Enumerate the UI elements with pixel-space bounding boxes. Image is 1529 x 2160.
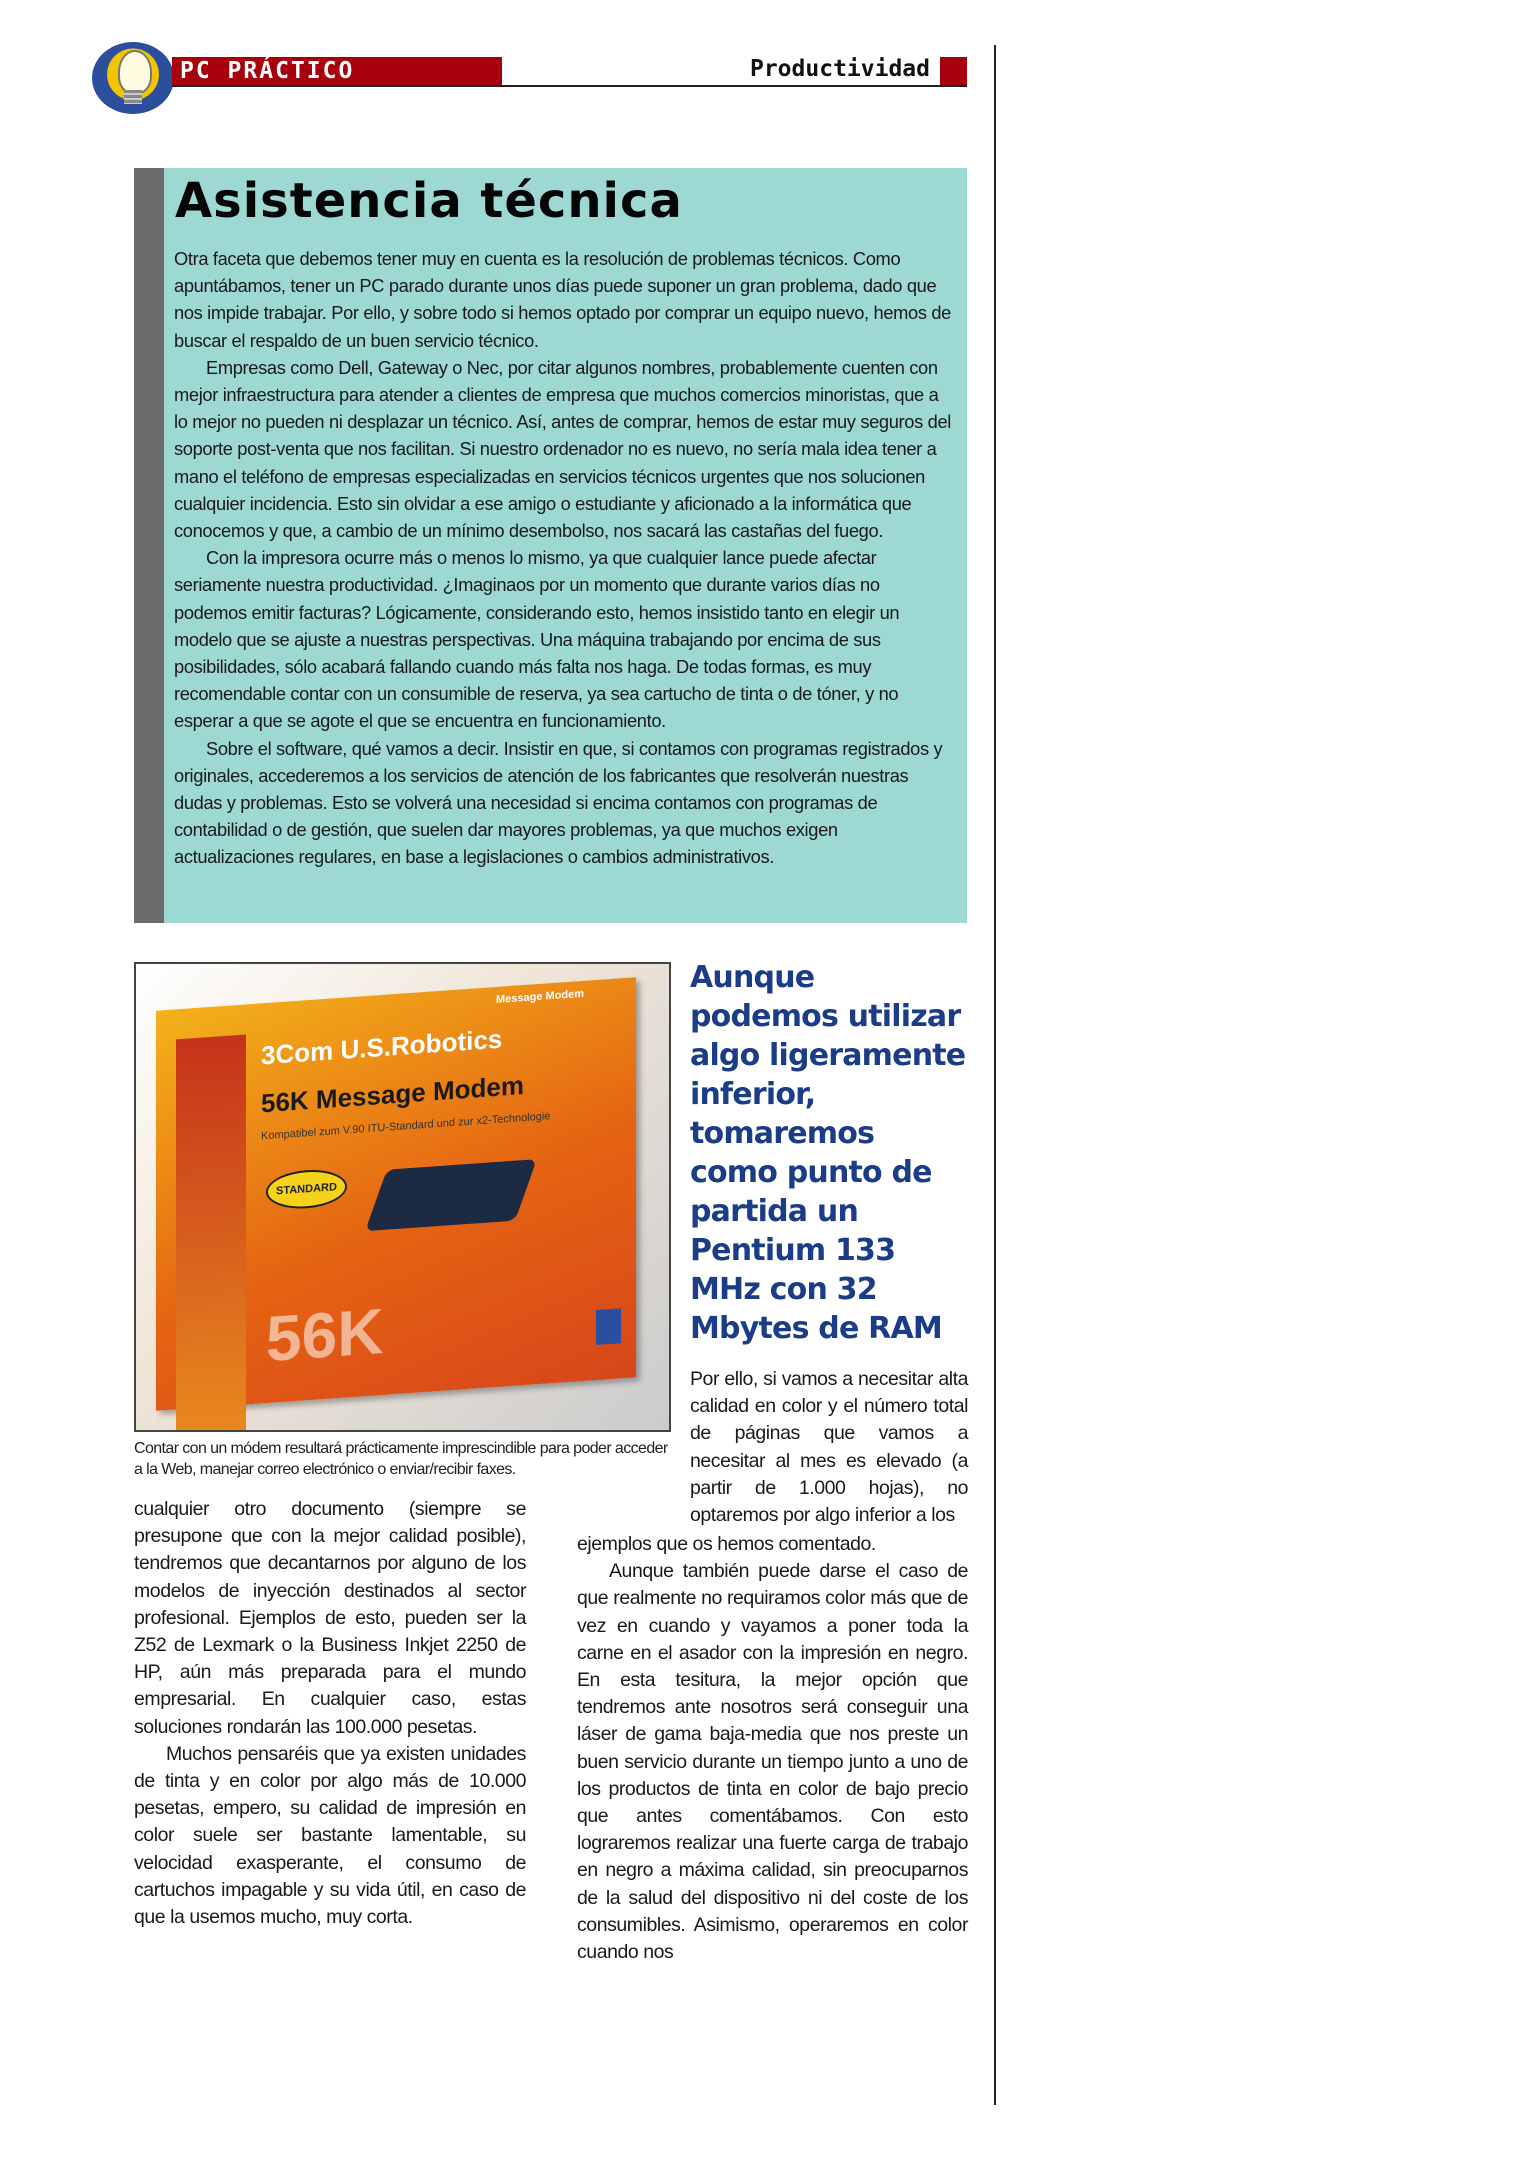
paragraph: Empresas como Dell, Gateway o Nec, por citar algunos nombres, probablemente cuenten con mejor infraestructura para atender a clientes de empresa que muchos comercios minoristas, que a lo mejor no pueden ni desplazar un técnico. Así, antes de comprar, hemos de estar muy seguros del soporte post-venta que nos facilitan. Si nuestro ordenador no es nuevo, no sería mala idea tener a mano el teléfono de empresas especializadas en servicios técnicos urgentes que nos solucionen cualquier incidencia. Esto sin olvidar a ese amigo o estudiante y aficionado a la informática que conocemos y que, a cambio de un mínimo desembolso, nos sacará las castañas del fuego. — [174, 356, 951, 542]
lightbulb-icon — [118, 50, 152, 94]
modem-device — [365, 1159, 537, 1231]
left-column — [134, 1496, 526, 1931]
paragraph: Muchos pensaréis que ya existen unidades de tinta y en color por algo más de 10.000 pesetas, empero, su calidad de impresión en color suele ser bastante lamentable, su velocidad exasperante, el consumo de cartuchos impagable y su vida útil, en caso de que la usemos mucho, muy corta. — [134, 1742, 526, 1929]
category-title: Productividad — [749, 56, 930, 82]
lightbulb-base-icon — [124, 90, 142, 104]
paragraph: Otra faceta que debemos tener muy en cuenta es la resolución de problemas técnicos. Como apuntábamos, tener un PC parado durante unos días puede suponer un gran problema, dado que nos impide trabajar. Por ello, y sobre todo si hemos optado por comprar un equipo nuevo, hemos de buscar el respaldo de un buen servicio técnico. — [174, 248, 951, 351]
category-marker — [940, 57, 967, 85]
photo-caption: Contar con un módem resultará prácticamente imprescindible para poder acceder a la Web, manejar correo electrónico o enviar/recibir faxes. — [134, 1440, 668, 1478]
product-box-side — [176, 1034, 246, 1432]
paragraph: Con la impresora ocurre más o menos lo mismo, ya que cualquier lance puede afectar seriamente nuestra productividad. ¿Imaginaos por un momento que durante varios días no podemos emitir facturas? Lógicamente, considerando esto, hemos insistido tanto en elegir un modelo que se ajuste a nuestras perspectivas. Una máquina trabajando por encima de sus posibilidades, sólo acabará fallando cuando más falta nos haga. De todas formas, es muy recomendable contar con un consumible de reserva, ya sea cartucho de tinta o de tóner, y no esperar a que se agote el que se encuentra en funcionamiento. — [174, 547, 900, 732]
section-title: PC PRÁCTICO — [180, 58, 355, 84]
3com-logo-icon — [596, 1308, 621, 1345]
corner-label: Message Modem — [496, 987, 585, 1007]
product-box — [156, 977, 636, 1411]
side-column-text — [690, 1366, 968, 1529]
standard-badge: STANDARD — [266, 1167, 347, 1211]
right-column — [577, 1531, 968, 1966]
paragraph: Aunque también puede darse el caso de que realmente no requiramos color más que de vez en cuando y vayamos a poner toda la carne en el asador con la impresión en negro. En esta tesitura, la mejor opción que tendremos ante nosotros será conseguir una láser de gama baja-media que nos preste un buen servicio durante un tiempo junto a uno de los productos de tinta en color de bajo precio que antes comentábamos. Con esto lograremos realizar una fuerte carga de trabajo en negro a máxima calidad, sin preocuparnos de la salud del dispositivo ni del coste de los consumibles. Asimismo, operaremos en color cuando nos — [577, 1560, 968, 1964]
product-label: 56K Message Modem — [261, 1070, 524, 1119]
sidebar-box-body — [174, 245, 952, 871]
header-rule — [172, 85, 967, 87]
brand-label: 3Com U.S.Robotics — [261, 1023, 503, 1071]
big-56k-label: 56K — [266, 1294, 384, 1376]
paragraph: Sobre el software, qué vamos a decir. Insistir en que, si contamos con programas registrados y originales, accederemos a los servicios de atención de los fabricantes que resolverán nuestras dudas y problemas. Esto se volverá una necesidad si encima contamos con programas de contabilidad o de gestión, que suelen dar mayores problemas, ya que muchos exigen actualizaciones regulares, en base a legislaciones o cambios administrativos. — [174, 737, 943, 868]
product-subtitle: Kompatibel zum V.90 ITU-Standard und zur x2-Technologie — [261, 1110, 551, 1143]
pull-quote: Aunque podemos utilizar algo ligeramente inferior, tomaremos como punto de partida un Pentium 133 MHz con 32 Mbytes de RAM — [690, 960, 966, 1346]
paragraph: cualquier otro documento (siempre se presupone que con la mejor calidad posible), tendremos que decantarnos por alguno de los modelos de inyección destinados al sector profesional. Ejemplos de esto, pueden ser la Z52 de Lexmark o la Business Inkjet 2250 de HP, aún más preparada para el mundo empresarial. En cualquier caso, estas soluciones rondarán las 100.000 pesetas. — [134, 1498, 526, 1738]
modem-box-photo — [134, 962, 671, 1432]
sidebar-box-accent — [134, 168, 164, 923]
sidebar-box-title: Asistencia técnica — [175, 173, 683, 229]
page-edge-rule — [994, 45, 996, 2105]
paragraph: Por ello, si vamos a necesitar alta calidad en color y el número total de páginas que vamos a necesitar al mes es elevado (a partir de 1.000 hojas), no optaremos por algo inferior a los — [690, 1368, 968, 1527]
paragraph: ejemplos que os hemos comentado. — [577, 1533, 876, 1555]
